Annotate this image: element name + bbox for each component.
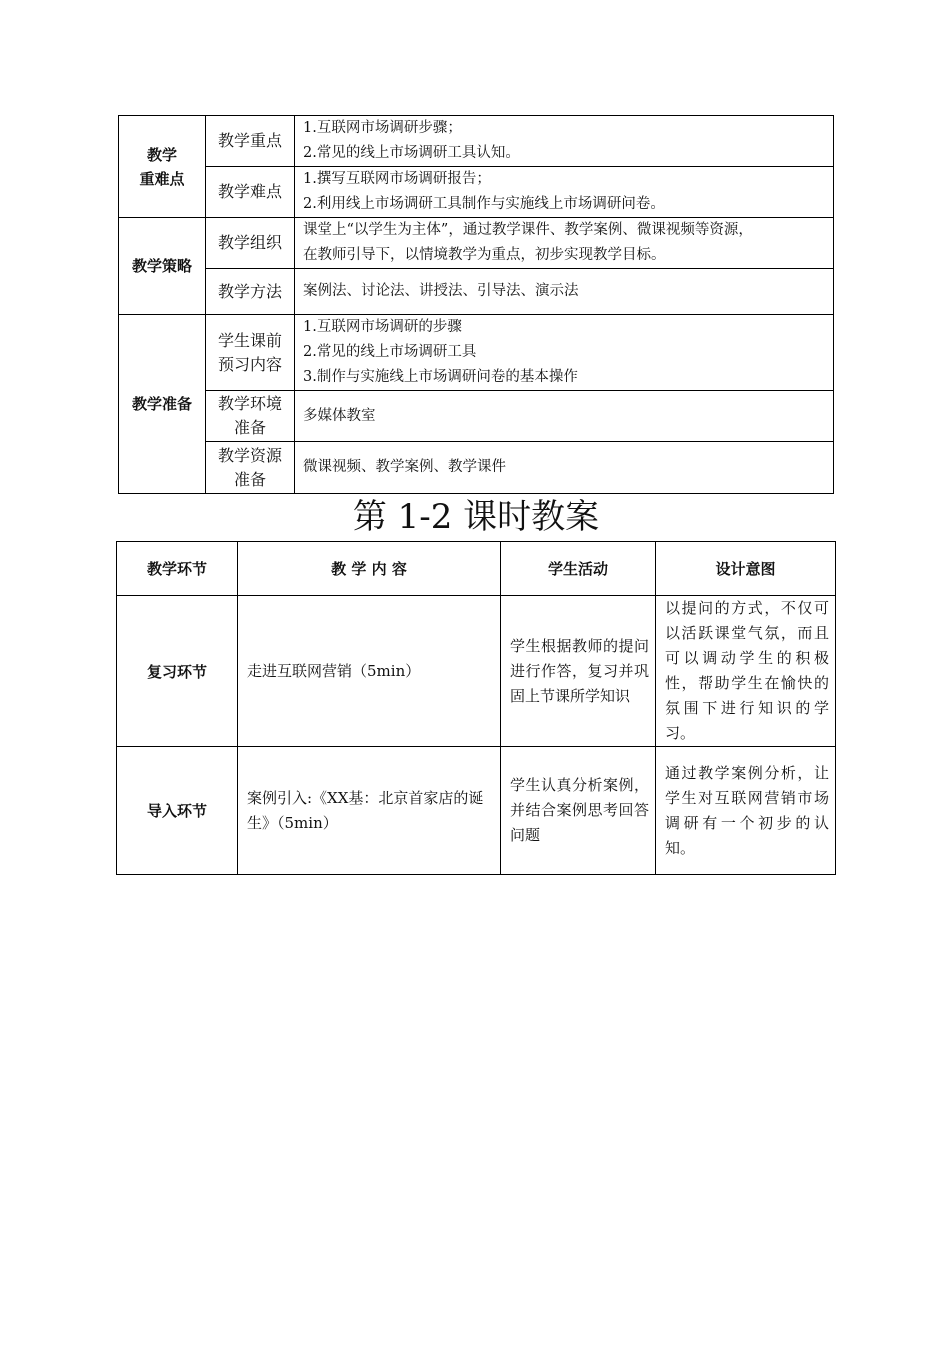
preview-row	[119, 315, 834, 391]
page-title: 第 1-2 课时教案	[352, 497, 600, 537]
header-intent: 设计意图	[656, 542, 836, 596]
row-stage: 复习环节	[117, 596, 238, 747]
table-row	[117, 747, 836, 875]
method-value: 案例法、讨论法、讲授法、引导法、演示法	[295, 269, 834, 315]
row-intent: 通过教学案例分析，让学生对互联网营销市场调研有一个初步的认知。	[656, 747, 836, 875]
environment-value: 多媒体教室	[295, 391, 834, 442]
header-row	[117, 542, 836, 596]
row-activity: 学生认真分析案例，并结合案例思考回答问题	[501, 747, 656, 875]
row-content: 案例引入:《XX基：北京首家店的诞生》（5min）	[238, 747, 501, 875]
resources-row	[119, 442, 834, 494]
environment-row	[119, 391, 834, 442]
header-stage: 教学环节	[117, 542, 238, 596]
row-intent: 以提问的方式，不仅可以活跃课堂气氛，而且可以调动学生的积极性，帮助学生在愉快的氛围下进行知识的学习。	[656, 596, 836, 747]
key-points-value: 1.互联网市场调研步骤； 2.常见的线上市场调研工具认知。	[295, 116, 834, 167]
key-points-row	[119, 116, 834, 167]
header-content: 教 学 内 容	[238, 542, 501, 596]
method-row	[119, 269, 834, 315]
strategy-category-cell: 教学策略	[119, 218, 206, 315]
difficulties-row	[119, 167, 834, 218]
organization-row	[119, 218, 834, 269]
focus-category-cell: 教学 重难点	[119, 116, 206, 218]
key-points-label: 教学重点	[206, 116, 295, 167]
row-stage: 导入环节	[117, 747, 238, 875]
teaching-info-table	[118, 115, 834, 494]
preview-value: 1.互联网市场调研的步骤 2.常见的线上市场调研工具 3.制作与实施线上市场调研问卷的基本操作	[295, 315, 834, 391]
environment-label: 教学环境 准备	[206, 391, 295, 442]
organization-label: 教学组织	[206, 218, 295, 269]
method-label: 教学方法	[206, 269, 295, 315]
preview-label: 学生课前 预习内容	[206, 315, 295, 391]
resources-value: 微课视频、教学案例、教学课件	[295, 442, 834, 494]
difficulties-label: 教学难点	[206, 167, 295, 218]
row-content: 走进互联网营销（5min）	[238, 596, 501, 747]
table-row	[117, 596, 836, 747]
organization-value: 课堂上“以学生为主体”，通过教学课件、教学案例、微课视频等资源， 在教师引导下，以情境教学为重点，初步实现教学目标。	[295, 218, 834, 269]
resources-label: 教学资源 准备	[206, 442, 295, 494]
difficulties-value: 1.撰写互联网市场调研报告； 2.利用线上市场调研工具制作与实施线上市场调研问卷。	[295, 167, 834, 218]
header-activity: 学生活动	[501, 542, 656, 596]
row-activity: 学生根据教师的提问进行作答，复习并巩固上节课所学知识	[501, 596, 656, 747]
lesson-plan-table	[116, 541, 836, 875]
preparation-category-cell: 教学准备	[119, 315, 206, 494]
